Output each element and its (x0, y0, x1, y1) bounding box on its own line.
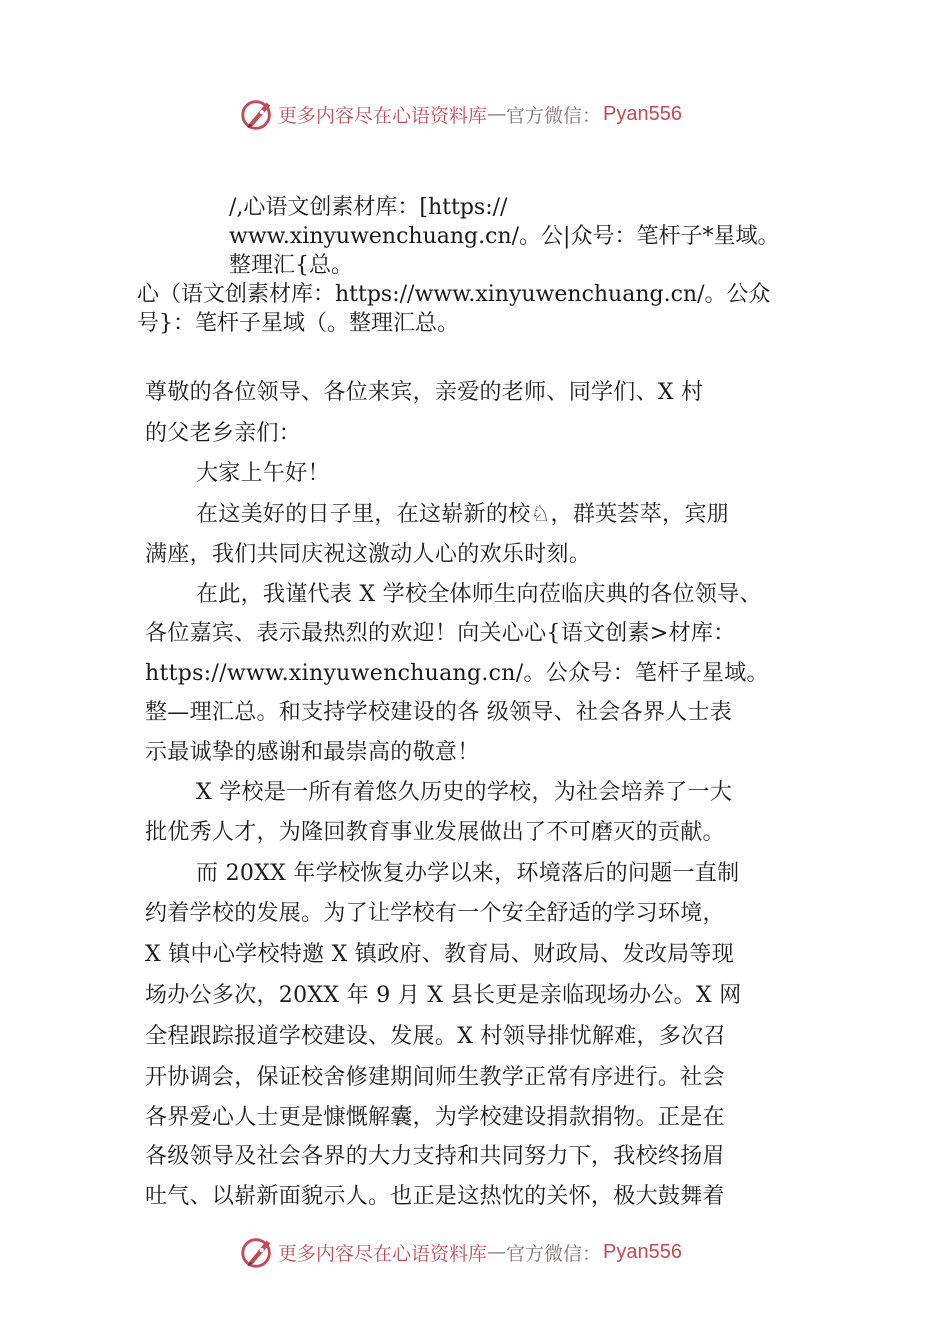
body-line: 约着学校的发展。为了让学校有一个安全舒适的学习环境， (145, 901, 725, 926)
body-line: 尊敬的各位领导、各位来宾，亲爱的老师、同学们、X 村 (145, 380, 704, 405)
header-note-line: 心（语文创素材库：https://www.xinyuwenchuang.cn/。公众 (137, 282, 771, 307)
banner-text: 更多内容尽在心语资料库 (278, 104, 488, 127)
body-line: https://www.xinyuwenchuang.cn/。公众号：笔杆子星域。 (145, 661, 769, 686)
header-note-line: /,心语文创素材库：[https:// (229, 195, 508, 220)
body-line: 各界爱心人士更是慷慨解囊，为学校建设捐款捐物。正是在 (145, 1105, 725, 1130)
banner-wechat-id: Pyan556 (603, 1240, 682, 1263)
body-line: 批优秀人才，为隆回教育事业发展做出了不可磨灭的贡献。 (145, 820, 725, 845)
body-line: 而 20XX 年学校恢复办学以来，环境落后的问题一直制 (196, 861, 740, 886)
banner-content (238, 94, 682, 134)
body-line: X 镇中心学校特邀 X 镇政府、教育局、财政局、发改局等现 (145, 942, 735, 967)
banner-official-label: 官方微信： (506, 1242, 602, 1265)
banner-content (238, 1232, 682, 1272)
body-line: 整—理汇总。和支持学校建设的各 级领导、社会各界人士表 (145, 700, 733, 725)
pen-circle-icon (238, 1233, 276, 1271)
body-line: 各位嘉宾、表示最热烈的欢迎！向关心心{语文创素>材库： (145, 621, 736, 646)
body-line: 示最诚挚的感谢和最崇高的敬意！ (145, 740, 480, 765)
body-line: 在这美好的日子里，在这崭新的校♘，群英荟萃，宾朋 (196, 502, 729, 527)
banner-wechat-id: Pyan556 (603, 102, 682, 125)
header-note-line: www.xinyuwenchuang.cn/。公|众号：笔杆子*星域。 (229, 224, 780, 249)
header-note-line: 号}：笔杆子星域（。整理汇总。 (137, 311, 459, 336)
banner-text: 更多内容尽在心语资料库 (278, 1242, 488, 1265)
body-line: 场办公多次，20XX 年 9 月 X 县长更是亲临现场办公。X 网 (145, 983, 742, 1008)
banner-dash: — (487, 103, 507, 125)
header-note-line: 整理汇{总。 (229, 253, 353, 278)
body-line: 的父老乡亲们： (145, 421, 302, 446)
banner-dash: — (487, 1241, 507, 1263)
banner-official-label: 官方微信： (506, 104, 602, 127)
body-line: 在此，我谨代表 X 学校全体师生向莅临庆典的各位领导、 (196, 582, 762, 607)
body-line: 大家上午好！ (196, 461, 330, 486)
body-line: 吐气、以崭新面貌示人。也正是这热忱的关怀，极大鼓舞着 (145, 1184, 725, 1209)
pen-circle-icon (238, 95, 276, 133)
body-line: 全程跟踪报道学校建设、发展。X 村领导排忧解难，多次召 (145, 1024, 726, 1049)
bottom-banner (0, 1232, 950, 1272)
body-line: 满座，我们共同庆祝这激动人心的欢乐时刻。 (145, 542, 592, 567)
body-line: 开协调会，保证校舍修建期间师生教学正常有序进行。社会 (145, 1065, 725, 1090)
body-line: 各级领导及社会各界的大力支持和共同努力下，我校终扬眉 (145, 1144, 725, 1169)
body-line: X 学校是一所有着悠久历史的学校，为社会培养了一大 (196, 780, 733, 805)
top-banner (0, 94, 950, 134)
